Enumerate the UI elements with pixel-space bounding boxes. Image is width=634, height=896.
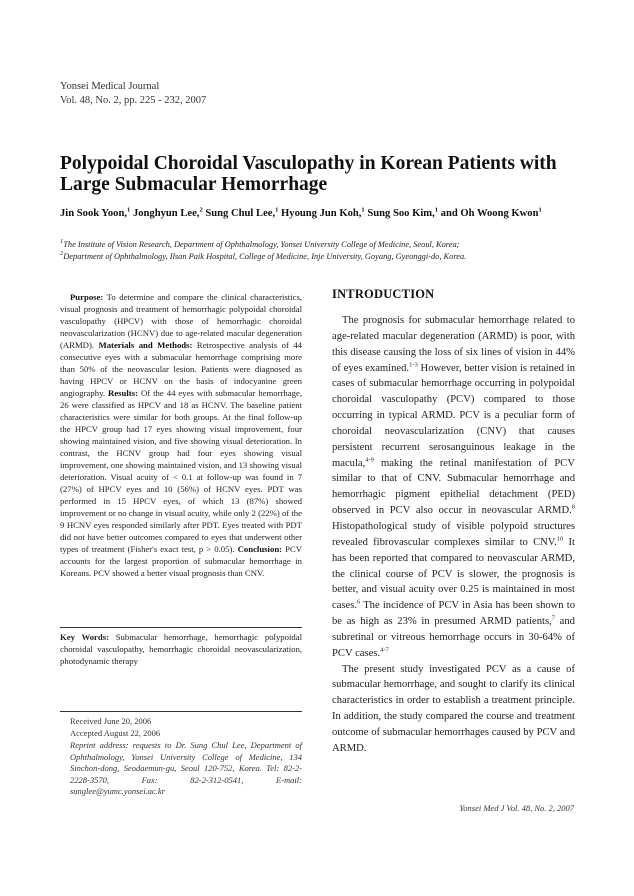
journal-name: Yonsei Medical Journal: [60, 81, 160, 92]
journal-citation: Vol. 48, No. 2, pp. 225 - 232, 2007: [60, 95, 207, 106]
affiliation-2: $^2$Department of Ophthalmology, Ilsan Paik Hospital, College of Medicine, Inje University, Goyang, Gyeonggi-do, Korea.: [60, 250, 467, 261]
affiliations: [60, 239, 600, 263]
keywords-divider: [60, 627, 302, 628]
intro-paragraph-2: The present study investigated PCV as a cause of submacular hemorrhage, and sought to clarify its clinical characteristics in order to establish a treatment principle. In addition, the study compared the course and treatment outcome of submacular hemorrhages caused by PCV and ARMD.: [332, 663, 575, 754]
results-text: Of the 44 eyes with submacular hemorrhage, 26 were classified as HPCV and 18 as HCNV. The baseline patient characteristics were similar for both groups. At the final follow-up the HPCV group had 17 eyes showing visual improvement, four showing maintained vision, and five showing visual deterioration. In contrast, the HCNV group had four eyes showing visual improvement, one showing maintained vision, and 13 showing visual deterioration. Visual acuity of < 0.1 at follow-up was found in 7 (27%) of HPCV eyes and 10 (56%) of HCNV eyes. PDT was performed in 15 HPCV eyes, of which 13 (87%) showed improvement or no change in visual acuity, while only 2 (22%) of the 9 HCNV eyes responded similarly after PDT. Eyes treated with PDT did not have better outcomes compared to eyes that underwent other types of treatment (Fisher's exact test, p > 0.05).: [60, 388, 303, 555]
author-list: [60, 208, 600, 219]
author: and Oh Woong Kwon$^1$: [440, 206, 542, 219]
accepted-date: Accepted August 22, 2006: [70, 727, 161, 738]
keywords: [60, 631, 302, 667]
conclusion-label: Conclusion:: [237, 544, 283, 555]
author: Sung Soo Kim,$^1$: [367, 206, 438, 219]
purpose-text: To determine and compare the clinical characteristics, visual prognosis and treatment of hemorrhagic polypoidal choroidal vasculopathy (HPCV) with those of hemorrhagic choroidal neovascularization (HCNV) due to age-related macular degeneration (ARMD).: [60, 292, 302, 351]
reprint-address: Reprint address: requests to Dr. Sung Chul Lee, Department of Ophthalmology, Yonsei University College of Medicine, 134 Sinchon-dong, Seodaemun-gu, Seoul 120-752, Korea. Tel: 82-2-2228-3570, Fax: 82-2-312-0541, E-mail: sunglee@yumc.yonsei.ac.kr: [70, 740, 302, 796]
article-title: Polypoidal Choroidal Vasculopathy in Korean Patients with Large Submacular Hemorrhage: [60, 153, 557, 195]
page-footer: Yonsei Med J Vol. 48, No. 2, 2007: [459, 803, 574, 813]
author: Jonghyun Lee,$^2$: [132, 206, 203, 219]
methods-text: Retrospective analysis of 44 consecutive eyes with a submacular hemorrhage comprising more than 50% of the neovascular lesion. Patients were diagnosed as having HPCV or HCNV on the basis of indocyanine green angiography.: [60, 340, 303, 399]
keywords-label: Key Words:: [60, 632, 110, 642]
author: Sung Chul Lee,$^1$: [205, 206, 279, 219]
author: Jin Sook Yoon,$^1$: [60, 206, 131, 219]
received-block: [70, 716, 302, 798]
received-date: Received June 20, 2006: [70, 716, 152, 726]
author: Hyoung Jun Koh,$^1$: [281, 206, 365, 219]
affiliation-1: $^1$The Institute of Vision Research, Department of Ophthalmology, Yonsei University College of Medicine, Seoul, Korea;: [60, 238, 460, 249]
methods-label: Materials and Methods:: [98, 340, 193, 351]
conclusion-text: PCV accounts for the largest proportion of submacular hemorrhage in Koreans. PCV showed a better visual prognosis than CNV.: [60, 544, 303, 579]
introduction-heading: INTRODUCTION: [332, 287, 435, 301]
received-divider: [60, 711, 302, 712]
keywords-text: Submacular hemorrhage, hemorrhagic polypoidal choroidal vasculopathy, hemorrhagic choroidal neovascularization, photodynamic therapy: [60, 632, 303, 666]
abstract: [60, 291, 302, 579]
intro-paragraph-1: The prognosis for submacular hemorrhage related to age-related macular degeneration (ARMD) is poor, with this disease causing the loss of six lines of vision in 44% of eyes examined.$^{1-3}$ However, better vision is retained in cases of submacular hemorrhage occurring in polypoidal choroidal vasculopathy (PCV) compared to those occurring in typical ARMD. PCV is a peculiar form of choroidal neovascularization (CNV) that causes persistent recurrent serosanguinous leakage in the macula,$^{4-9}$ making the retinal manifestation of PCV similar to that of CNV. Submacular hemorrhage and hemorrhagic pigment epithelial detachment (PED) observed in PCV also occur in neovascular ARMD.$^8$ Histopathological study of visible polypoid structures revealed fibrovascular complexes similar to CNV.$^{10}$ It has been reported that compared to neovascular ARMD, the clinical course of PCV is slower, the prognosis is better, and visual acuity over 0.25 is maintained in most cases.$^6$ The incidence of PCV in Asia has been shown to be as high as 23% in presumed ARMD patients,$^7$ and subretinal or vitreous hemorrhage occurs in 30-64% of PCV cases.$^{4-7}$: [332, 315, 575, 659]
introduction-body: [332, 313, 575, 757]
purpose-label: Purpose:: [70, 292, 104, 302]
results-label: Results:: [108, 388, 138, 399]
